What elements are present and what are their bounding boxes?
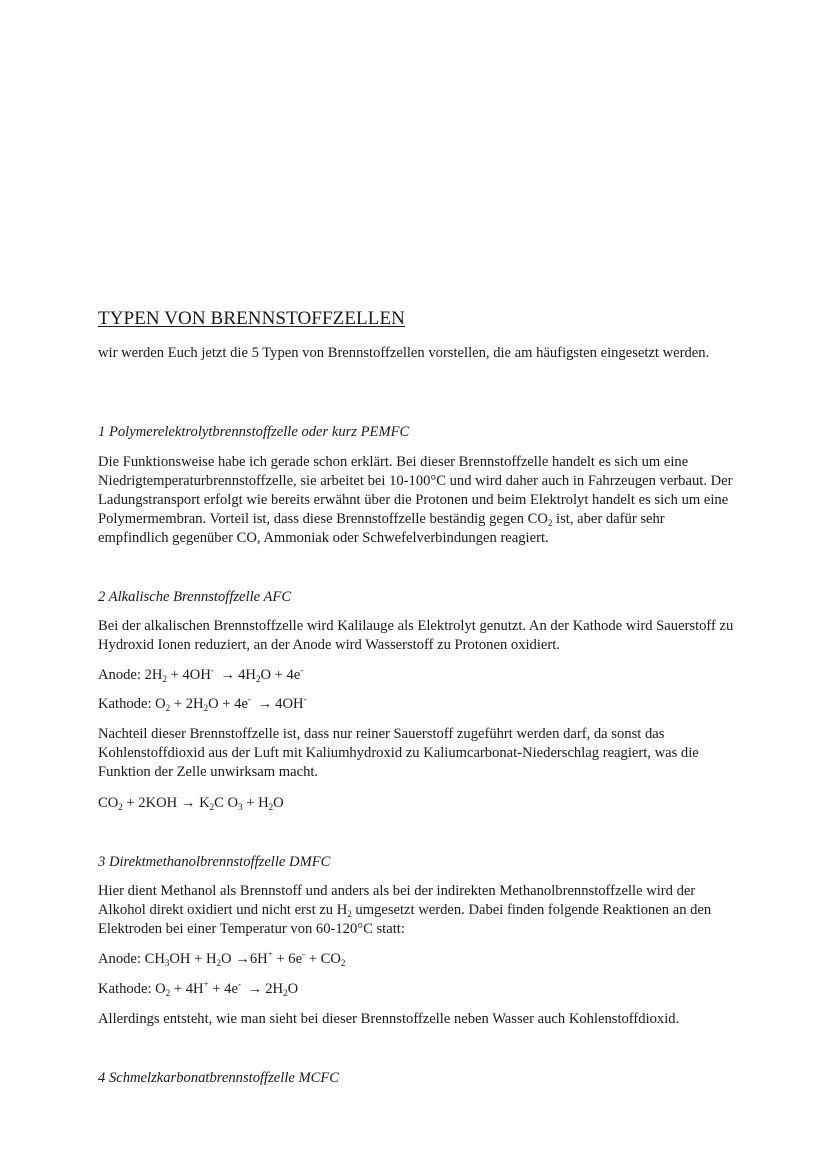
- section-1-paragraph: Die Funktionsweise habe ich gerade schon erklärt. Bei dieser Brennstoffzelle handelt es sich um eine Niedrigtemperaturbrennstoffzelle, sie arbeitet bei 10-100°C und wird daher auch in Fahrzeugen verbaut. Der Ladungstransport erfolgt wie bereits erwähnt über die Protonen und beim Elektrolyt handelt es sich um eine Polymermembran. Vorteil ist, dass diese Brennstoffzelle beständig gegen $CO_2$ ist, aber dafür sehr empfindlich gegenüber CO, Ammoniak oder Schwefelverbindungen reagiert.: [98, 454, 733, 546]
- section-3-anode-equation: Anode: $CH_3OH + H_2O \to 6H^+ + 6e^- + CO_2$: [98, 949, 346, 968]
- section-2-anode-equation: Anode: $2H_2 + 4OH^- \to 4H_2O + 4e^-$: [98, 665, 304, 684]
- section-3-cathode-equation: Kathode: $O_2 + 4H^+ + 4e^- \to 2H_2O$: [98, 979, 299, 998]
- page-title: TYPEN VON BRENNSTOFFZELLEN: [98, 308, 405, 329]
- section-3-paragraph-2: Allerdings entsteht, wie man sieht bei dieser Brennstoffzelle neben Wasser auch Kohlenstoffdioxid.: [98, 1011, 680, 1027]
- section-3-paragraph-1: Hier dient Methanol als Brennstoff und anders als bei der indirekten Methanolbrennstoffzelle wird der Alkohol direkt oxidiert und nicht erst zu $H_2$ umgesetzt werden. Dabei finden folgende Reaktionen an den Elektroden bei einer Temperatur von 60-120°C statt:: [98, 883, 712, 937]
- section-3-heading: 3 Direktmethanolbrennstoffzelle DMFC: [98, 854, 331, 870]
- section-2-paragraph-1: Bei der alkalischen Brennstoffzelle wird Kalilauge als Elektrolyt genutzt. An der Kathode wird Sauerstoff zu Hydroxid Ionen reduziert, an der Anode wird Wasserstoff zu Protonen oxidiert.: [98, 618, 734, 653]
- intro-paragraph: wir werden Euch jetzt die 5 Typen von Brennstoffzellen vorstellen, die am häufigsten eingesetzt werden.: [98, 345, 710, 361]
- section-2-paragraph-2: Nachteil dieser Brennstoffzelle ist, dass nur reiner Sauerstoff zugeführt werden darf, da sonst das Kohlenstoffdioxid aus der Luft mit Kaliumhydroxid zu Kaliumcarbonat-Niederschlag reagiert, was die Funktion der Zelle unwirksam macht.: [98, 726, 699, 780]
- section-1-heading: 1 Polymerelektrolytbrennstoffzelle oder kurz PEMFC: [98, 424, 410, 440]
- section-2-carbonate-equation: $CO_2 + 2KOH \to K_2C$ $O_3 + H_2O$: [98, 795, 284, 812]
- section-4-heading: 4 Schmelzkarbonatbrennstoffzelle MCFC: [98, 1070, 340, 1086]
- section-2-cathode-equation: Kathode: $O_2 + 2H_2O + 4e^- \to 4OH^-$: [98, 694, 307, 713]
- section-2-heading: 2 Alkalische Brennstoffzelle AFC: [98, 589, 292, 605]
